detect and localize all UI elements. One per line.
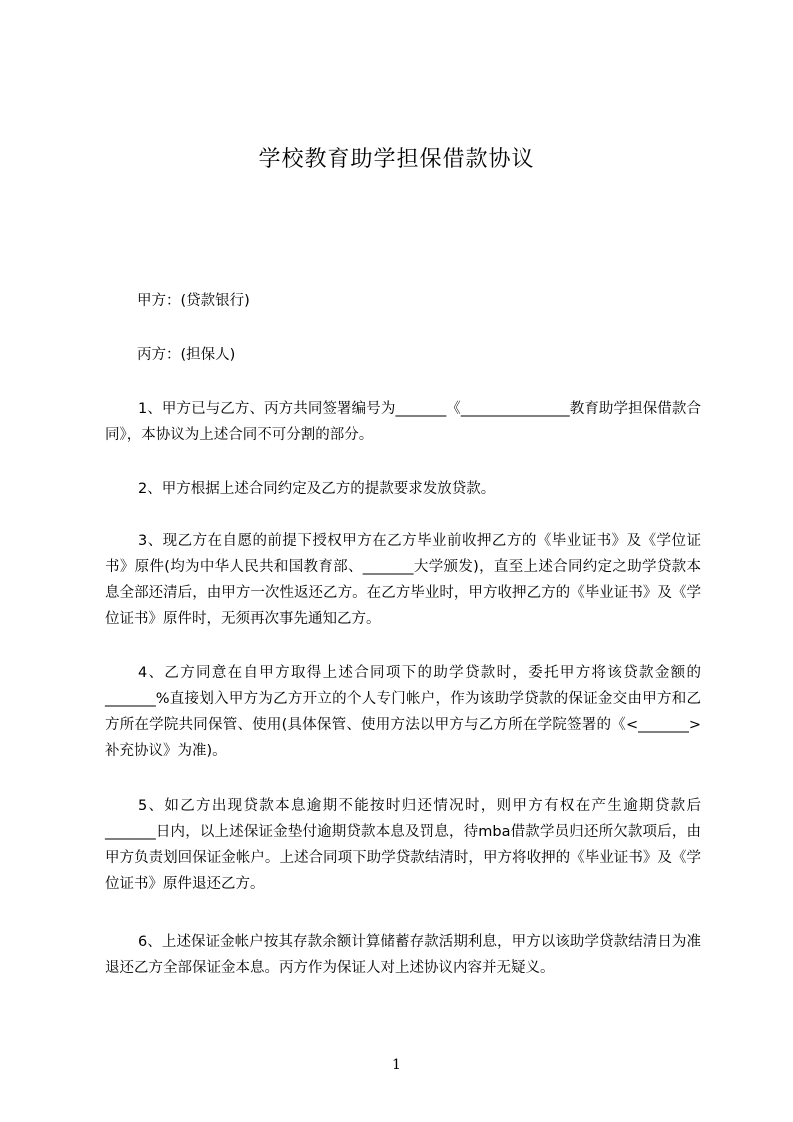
clause-5: 5、如乙方出现贷款本息逾期不能按时归还情况时，则甲方有权在产生逾期贷款后_______日内，以上述保证金垫付逾期贷款本息及罚息，待mba借款学员归还所欠款项后，由甲方负责划回保证金帐户。上述合同项下助学贷款结清时，甲方将收押的《毕业证书》及《学位证书》原件退还乙方。 [105,798,701,892]
party-c-line: 丙方：(担保人) [137,347,236,363]
clause-4: 4、乙方同意在自甲方取得上述合同项下的助学贷款时，委托甲方将该贷款金额的_______%直接划入甲方为乙方开立的个人专门帐户，作为该助学贷款的保证金交由甲方和乙方所在学院共同保管、使用(具体保管、使用方法以甲方与乙方所在学院签署的《<_______>补充协议》为准)。 [105,665,701,759]
page-number: 1 [392,1057,401,1073]
clause-3: 3、现乙方在自愿的前提下授权甲方在乙方毕业前收押乙方的《毕业证书》及《学位证书》原件(均为中华人民共和国教育部、_______大学颁发)，直至上述合同约定之助学贷款本息全部还清后，由甲方一次性返还乙方。在乙方毕业时，甲方收押乙方的《毕业证书》及《学位证书》原件时，无须再次事先通知乙方。 [105,533,701,627]
clause-2: 2、甲方根据上述合同约定及乙方的提款要求发放贷款。 [138,481,496,497]
clause-1: 1、甲方已与乙方、丙方共同签署编号为_______《_______________教育助学担保借款合同》，本协议为上述合同不可分割的部分。 [105,401,701,443]
party-a-line: 甲方：(贷款银行) [137,293,250,309]
clause-6: 6、上述保证金帐户按其存款余额计算储蓄存款活期利息，甲方以该助学贷款结清日为准退还乙方全部保证金本息。丙方作为保证人对上述协议内容并无疑义。 [105,934,701,976]
document-title: 学校教育助学担保借款协议 [258,147,535,172]
